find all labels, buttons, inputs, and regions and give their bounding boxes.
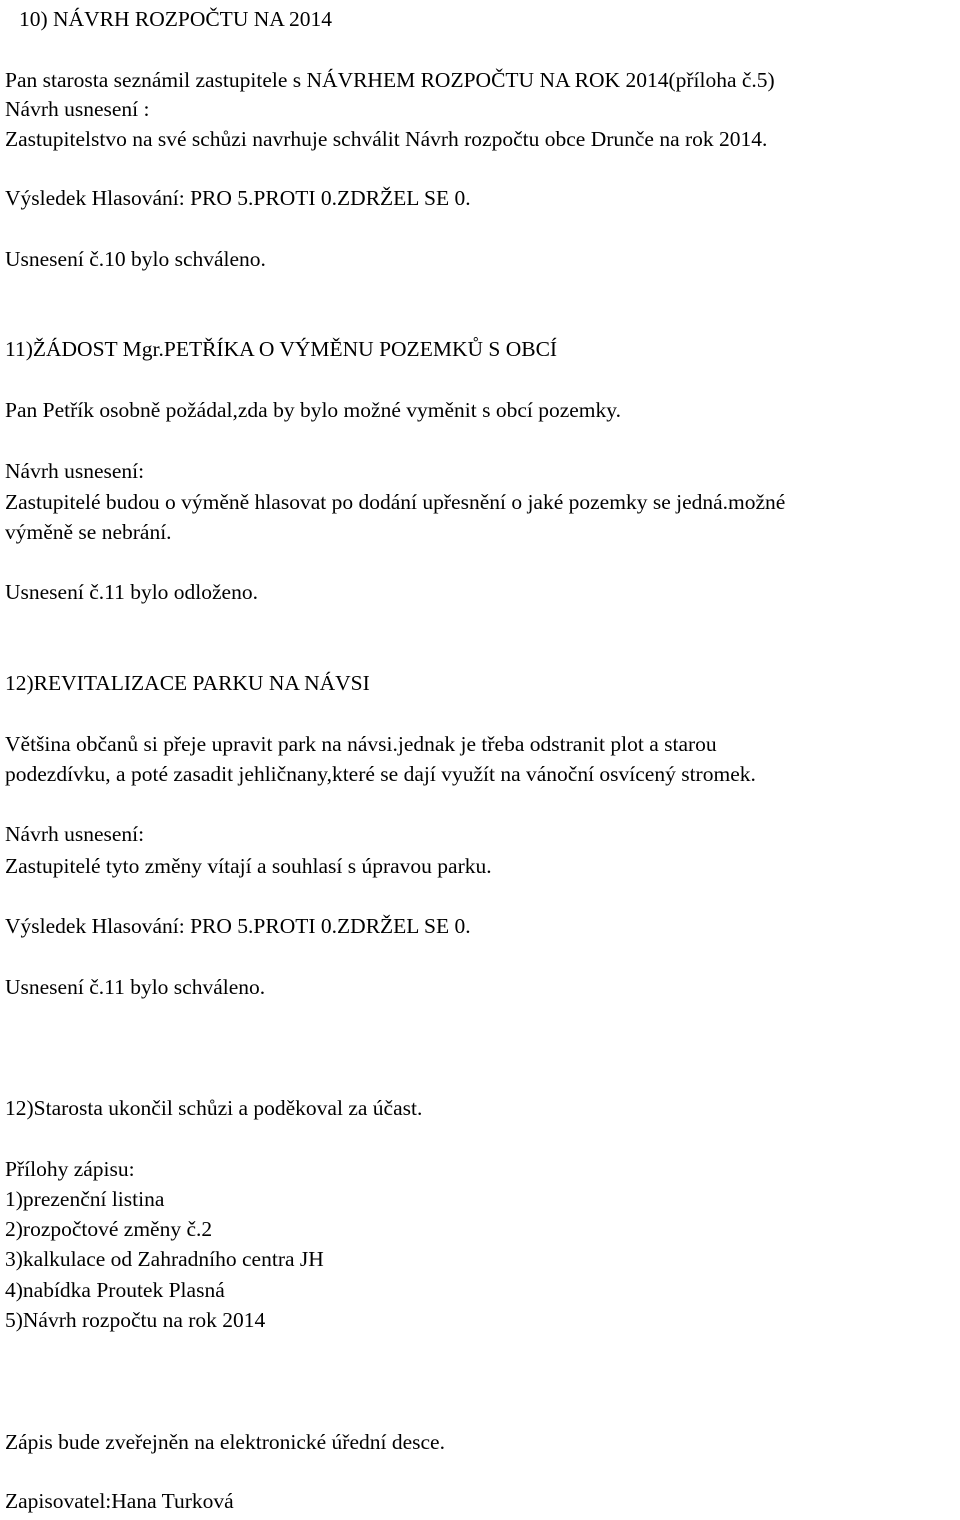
section-10-vote: Výsledek Hlasování: PRO 5.PROTI 0.ZDRŽEL SE 0.	[5, 186, 471, 210]
section-11-resolution: Usnesení č.11 bylo odloženo.	[5, 580, 258, 604]
section-11-heading: 11)ŽÁDOST Mgr.PETŘÍKA O VÝMĚNU POZEMKŮ S OBCÍ	[5, 337, 558, 361]
section-12-resolution: Usnesení č.11 bylo schváleno.	[5, 975, 266, 999]
section-10-proposal-label: Návrh usnesení :	[5, 97, 150, 121]
attachment-item: 3)kalkulace od Zahradního centra JH	[5, 1247, 324, 1271]
attachments-label: Přílohy zápisu:	[5, 1157, 135, 1181]
section-11-intro: Pan Petřík osobně požádal,zda by bylo možné vyměnit s obcí pozemky.	[5, 398, 621, 422]
section-10-heading: 10) NÁVRH ROZPOČTU NA 2014	[19, 7, 332, 31]
section-12-proposal-text: Zastupitelé tyto změny vítají a souhlasí s úpravou parku.	[5, 854, 492, 878]
attachment-item: 5)Návrh rozpočtu na rok 2014	[5, 1308, 266, 1332]
section-10-proposal-text: Zastupitelstvo na své schůzi navrhuje schválit Návrh rozpočtu obce Drunče na rok 2014.	[5, 127, 768, 151]
section-10-intro: Pan starosta seznámil zastupitele s NÁVRHEM ROZPOČTU NA ROK 2014(příloha č.5)	[5, 68, 775, 92]
section-11-proposal-text-1: Zastupitelé budou o výměně hlasovat po dodání upřesnění o jaké pozemky se jedná.možné	[5, 490, 786, 514]
section-11-proposal-label: Návrh usnesení:	[5, 459, 145, 483]
section-12-vote: Výsledek Hlasování: PRO 5.PROTI 0.ZDRŽEL SE 0.	[5, 914, 471, 938]
section-12-intro-1: Většina občanů si přeje upravit park na návsi.jednak je třeba odstranit plot a starou	[5, 732, 717, 756]
closing-statement: 12)Starosta ukončil schůzi a poděkoval za účast.	[5, 1096, 423, 1120]
section-12-intro-2: podezdívku, a poté zasadit jehličnany,které se dají využít na vánoční osvícený stromek.	[5, 762, 756, 786]
recorder-name: Zapisovatel:Hana Turková	[5, 1489, 234, 1513]
section-12-heading: 12)REVITALIZACE PARKU NA NÁVSI	[5, 671, 370, 695]
attachment-item: 1)prezenční listina	[5, 1187, 165, 1211]
section-12-proposal-label: Návrh usnesení:	[5, 822, 145, 846]
attachment-item: 2)rozpočtové změny č.2	[5, 1217, 213, 1241]
attachment-item: 4)nabídka Proutek Plasná	[5, 1278, 225, 1302]
section-10-resolution: Usnesení č.10 bylo schváleno.	[5, 247, 266, 271]
section-11-proposal-text-2: výměně se nebrání.	[5, 520, 172, 544]
publication-note: Zápis bude zveřejněn na elektronické úřední desce.	[5, 1430, 445, 1454]
